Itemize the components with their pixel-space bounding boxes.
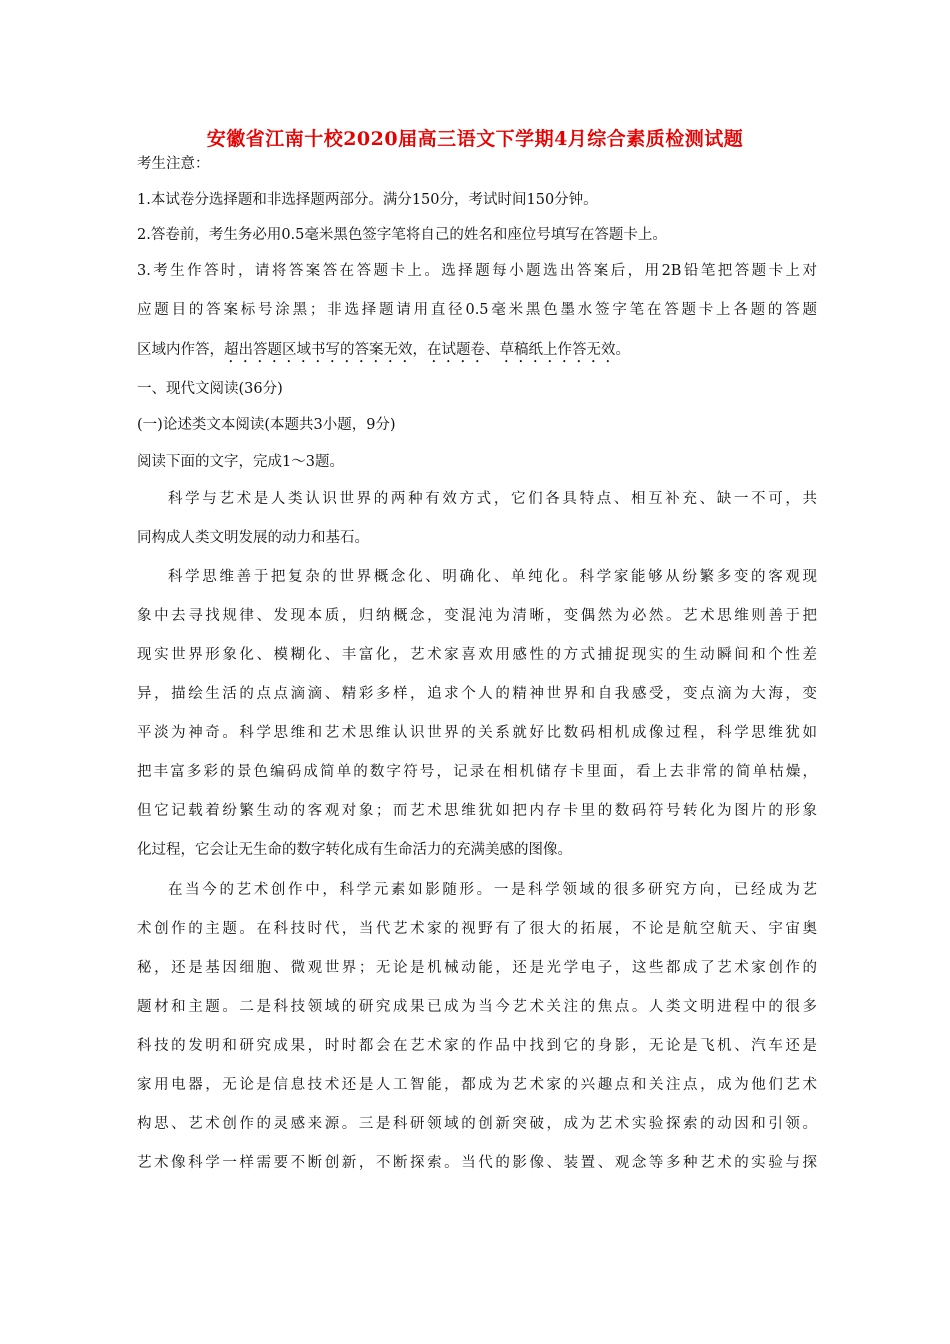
passage-p2-line-6: 把丰富多彩的景色编码成简单的数字符号，记录在相机储存卡里面，看上去非常的简单枯燥， (137, 764, 817, 780)
passage-p2-line-4: 异，描绘生活的点点滴滴、精彩多样，追求个人的精神世界和自我感受，变点滴为大海，变 (137, 686, 817, 702)
notice-item-3-text-c: ， (412, 342, 427, 358)
notice-item-3-line-2: 应题目的答案标号涂黑；非选择题请用直径0.5毫米黑色墨水签字笔在答题卡上各题的答题 (137, 302, 817, 318)
notice-item-3-text-a: 区域内作答， (137, 342, 224, 358)
passage-p2-line-5: 平淡为神奇。科学思维和艺术思维认识世界的关系就好比数码相机成像过程，科学思维犹如 (137, 725, 817, 741)
notice-heading: 考生注意： (137, 156, 210, 172)
passage-p3-line-3: 秘，还是基因细胞、微观世界；无论是机械动能，还是光学电子，这些都成了艺术家创作的 (137, 960, 817, 976)
notice-item-3-text-e: 。 (615, 342, 630, 358)
notice-item-2: 2.答卷前，考生务必用0.5毫米黑色签字笔将自己的姓名和座位号填写在答题卡上。 (137, 227, 667, 243)
emphasis-invalid-draft: 在试题卷、草稿纸上作答无效 (427, 342, 616, 358)
notice-item-1: 1.本试卷分选择题和非选择题两部分。满分150分，考试时间150分钟。 (137, 192, 598, 208)
passage-p1-line-1: 科学与艺术是人类认识世界的两种有效方式，它们各具特点、相互补充、缺一不可，共 (168, 491, 817, 507)
document-title: 安徽省江南十校2020届高三语文下学期4月综合素质检测试题 (206, 128, 744, 150)
notice-item-3-line-1: 3.考生作答时，请将答案答在答题卡上。选择题每小题选出答案后，用2B铅笔把答题卡上对 (137, 263, 817, 279)
section-heading: 一、现代文阅读(36分) (137, 381, 283, 397)
notice-item-3-line-3 (137, 340, 817, 366)
reading-instruction: 阅读下面的文字，完成1～3题。 (137, 454, 344, 470)
passage-p3-line-1: 在当今的艺术创作中，科学元素如影随形。一是科学领域的很多研究方向，已经成为艺 (168, 882, 817, 898)
passage-p2-line-7: 但它记载着纷繁生动的客观对象；而艺术思维犹如把内存卡里的数码符号转化为图片的形象 (137, 803, 817, 819)
passage-p1-line-2: 同构成人类文明发展的动力和基石。 (137, 530, 369, 546)
passage-p3-line-4: 题材和主题。二是科技领域的研究成果已成为当今艺术关注的焦点。人类文明进程中的很多 (137, 999, 817, 1015)
emphasis-invalid-answer-area: 超出答题区域书写的答案无效 (224, 342, 413, 358)
passage-p2-line-8: 化过程，它会让无生命的数字转化成有生命活力的充满美感的图像。 (137, 842, 572, 858)
passage-p2-line-2: 象中去寻找规律、发现本质，归纳概念，变混沌为清晰，变偶然为必然。艺术思维则善于把 (137, 608, 817, 624)
section-subheading: (一)论述类文本阅读(本题共3小题，9分) (137, 417, 396, 433)
passage-p3-line-8: 艺术像科学一样需要不断创新，不断探索。当代的影像、装置、观念等多种艺术的实验与探 (137, 1155, 817, 1171)
passage-p2-line-3: 现实世界形象化、模糊化、丰富化，艺术家喜欢用感性的方式捕捉现实的生动瞬间和个性差 (137, 647, 817, 663)
passage-p3-line-7: 构思、艺术创作的灵感来源。三是科研领域的创新突破，成为艺术实验探索的动因和引领。 (137, 1116, 817, 1132)
passage-p3-line-2: 术创作的主题。在科技时代，当代艺术家的视野有了很大的拓展，不论是航空航天、宇宙奥 (137, 921, 817, 937)
passage-p2-line-1: 科学思维善于把复杂的世界概念化、明确化、单纯化。科学家能够从纷繁多变的客观现 (168, 569, 817, 585)
passage-p3-line-5: 科技的发明和研究成果，时时都会在艺术家的作品中找到它的身影，无论是飞机、汽车还是 (137, 1038, 817, 1054)
passage-p3-line-6: 家用电器，无论是信息技术还是人工智能，都成为艺术家的兴趣点和关注点，成为他们艺术 (137, 1077, 817, 1093)
